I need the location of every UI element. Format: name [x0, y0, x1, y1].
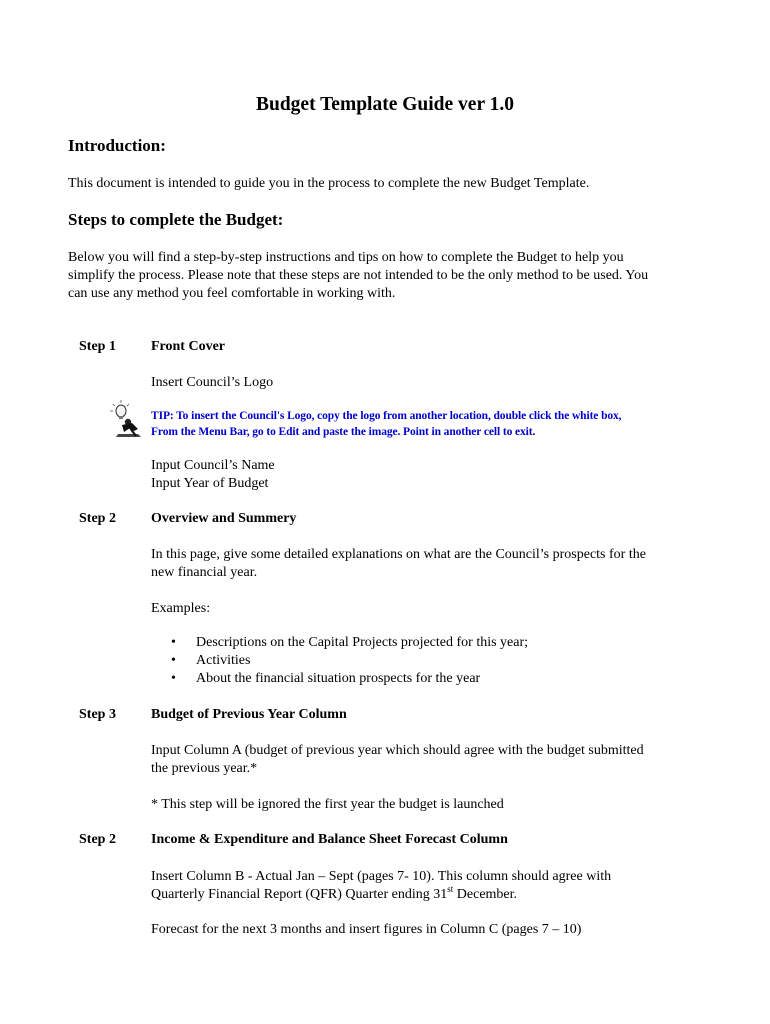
list-item-text: Descriptions on the Capital Projects projected for this year;: [196, 635, 529, 650]
steps-intro-line-3: can use any method you feel comfortable in working with.: [68, 286, 396, 301]
step-2-examples-label: Examples:: [151, 601, 211, 616]
list-item: • Descriptions on the Capital Projects projected for this year;: [171, 635, 529, 650]
step-2-text-line-1: In this page, give some detailed explanations on what are the Council’s prospects for the: [151, 547, 646, 562]
tip-line-1: TIP: To insert the Council's Logo, copy the logo from another location, double click the white box,: [151, 410, 622, 422]
document-title: Budget Template Guide ver 1.0: [255, 94, 515, 115]
introduction-heading: Introduction:: [68, 136, 166, 155]
step-2-heading: Overview and Summery: [151, 511, 297, 526]
step-4-heading: Income & Expenditure and Balance Sheet Forecast Column: [151, 832, 508, 847]
list-item-text: Activities: [196, 653, 251, 668]
list-item: • Activities: [171, 653, 251, 668]
step-4-text-line-2: [151, 886, 691, 904]
step-3-note: * This step will be ignored the first year the budget is launched: [151, 797, 504, 812]
lightbulb-thinker-icon: [108, 398, 146, 438]
step-4-text-line-1: Insert Column B - Actual Jan – Sept (pages 7- 10). This column should agree with: [151, 869, 612, 884]
qfr-text: Quarterly Financial Report (QFR) Quarter ending 31: [151, 887, 448, 902]
steps-intro-line-1: Below you will find a step-by-step instructions and tips on how to complete the Budget to help you: [68, 250, 624, 265]
tip-line-2: From the Menu Bar, go to Edit and paste the image. Point in another cell to exit.: [151, 426, 536, 438]
step-1-council-name: Input Council’s Name: [151, 458, 275, 473]
step-3-heading: Budget of Previous Year Column: [151, 707, 347, 722]
list-item: • About the financial situation prospects for the year: [171, 671, 481, 686]
step-1-label: Step 1: [79, 339, 116, 354]
step-4-forecast: Forecast for the next 3 months and insert figures in Column C (pages 7 – 10): [151, 922, 582, 937]
december-text: December.: [453, 887, 518, 902]
examples-list: [151, 634, 528, 688]
step-3-text-line-1: Input Column A (budget of previous year which should agree with the budget submitted: [151, 743, 644, 758]
step-3-label: Step 3: [79, 707, 116, 722]
introduction-text: This document is intended to guide you in the process to complete the new Budget Template.: [68, 176, 590, 191]
step-1-heading: Front Cover: [151, 339, 225, 354]
step-1-tip: [151, 408, 711, 440]
step-1-insert-logo: Insert Council’s Logo: [151, 375, 274, 390]
step-3-text-line-2: the previous year.*: [151, 761, 258, 776]
step-4-label: Step 2: [79, 832, 116, 847]
list-item-text: About the financial situation prospects for the year: [196, 671, 481, 686]
ordinal-suffix: st: [447, 884, 454, 894]
step-2-label: Step 2: [79, 511, 116, 526]
step-2-text-line-2: new financial year.: [151, 565, 258, 580]
steps-intro-line-2: simplify the process. Please note that these steps are not intended to be the only method to be used. You: [68, 268, 649, 283]
steps-heading: Steps to complete the Budget:: [68, 210, 284, 229]
step-1-year-of-budget: Input Year of Budget: [151, 476, 269, 491]
